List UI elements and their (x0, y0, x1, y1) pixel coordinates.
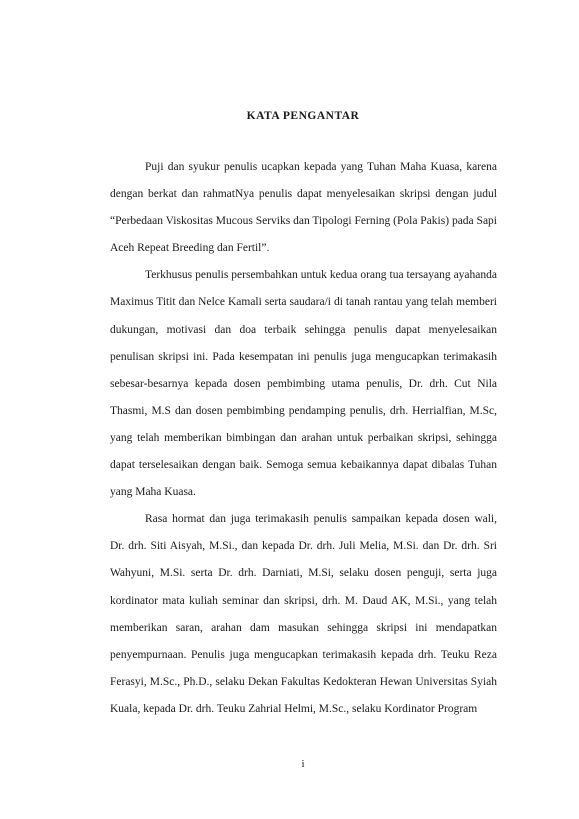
page-number: i (301, 758, 305, 770)
body-text (110, 154, 497, 723)
paragraph-3: Rasa hormat dan juga terimakasih penulis sampaikan kepada dosen wali, Dr. drh. Siti Aisyah, M.Si., dan kepada Dr. drh. Juli Melia, M.Si. dan Dr. drh. Sri Wahyuni, M.Si. serta Dr. drh. Darniati, M.Si, selaku dosen penguji, serta juga kordinator mata kuliah seminar dan skripsi, drh. M. Daud AK, M.Si., yang telah memberikan saran, arahan dam masukan sehingga skripsi ini mendapatkan penyempurnaan. Penulis juga mengucapkan terimakasih kepada drh. Teuku Reza Ferasyi, M.Sc., Ph.D., selaku Dekan Fakultas Kedokteran Hewan Universitas Syiah Kuala, kepada Dr. drh. Teuku Zahrial Helmi, M.Sc., selaku Kordinator Program (110, 513, 497, 715)
page-title: KATA PENGANTAR (246, 110, 360, 122)
paragraph-2: Terkhusus penulis persembahkan untuk kedua orang tua tersayang ayahanda Maximus Titit dan Nelce Kamali serta saudara/i di tanah rantau yang telah memberi dukungan, motivasi dan doa terbaik sehingga penulis dapat menyelesaikan penulisan skripsi ini. Pada kesempatan ini penulis juga mengucapkan terimakasih sebesar-besarnya kepada dosen pembimbing utama penulis, Dr. drh. Cut Nila Thasmi, M.S dan dosen pembimbing pendamping penulis, drh. Herrialfian, M.Sc, yang telah memberikan bimbingan dan arahan untuk perbaikan skripsi, sehingga dapat terselesaikan dengan baik. Semoga semua kebaikannya dapat dibalas Tuhan yang Maha Kuasa. (110, 269, 497, 499)
paragraph-1: Puji dan syukur penulis ucapkan kepada yang Tuhan Maha Kuasa, karena dengan berkat dan rahmatNya penulis dapat menyelesaikan skripsi dengan judul “Perbedaan Viskositas Mucous Serviks dan Tipologi Ferning (Pola Pakis) pada Sapi Aceh Repeat Breeding dan Fertil”. (110, 161, 497, 255)
